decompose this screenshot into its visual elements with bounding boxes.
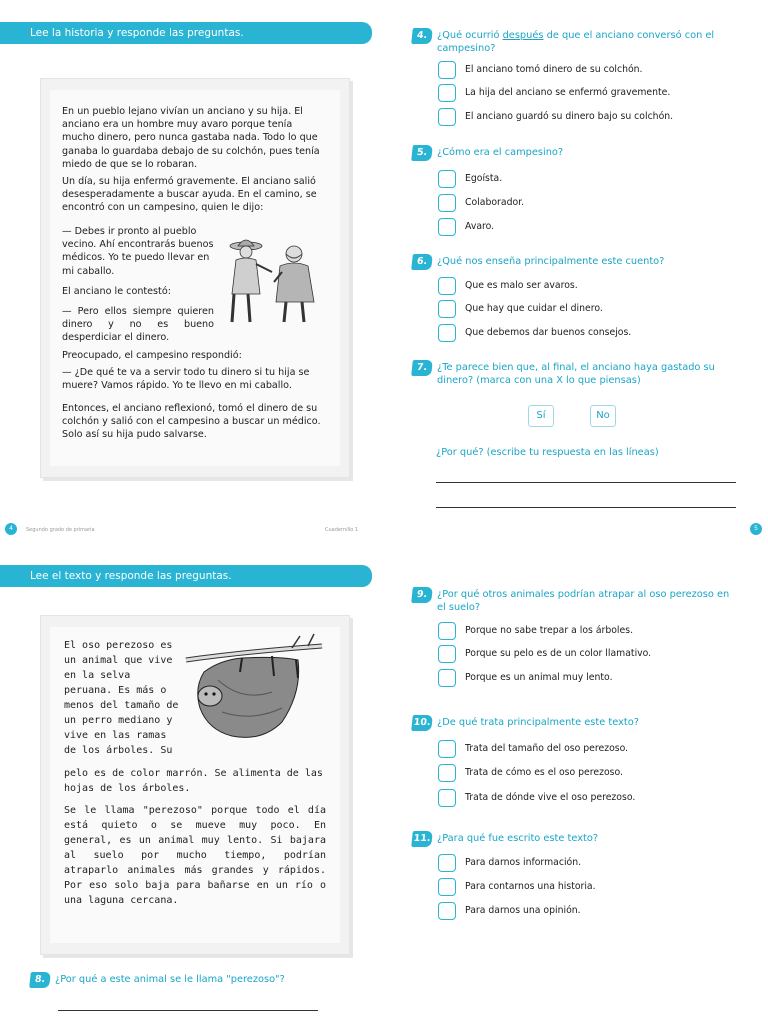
- option-label: Porque no sabe trepar a los árboles.: [465, 625, 634, 636]
- question-text: ¿Qué ocurrió después de que el anciano conversó con el campesino?: [437, 30, 715, 54]
- sloth-text-1: El oso perezoso es un animal que vive en la selva peruana. Es más o menos del tamaño de un perro mediano y vive en las ramas de los árboles. Su: [64, 640, 179, 756]
- question-text: ¿De qué trata principalmente este texto?: [437, 717, 639, 728]
- story-text: Un día, su hija enfermó gravemente. El anciano salió desesperadamente a buscar ayuda. En el camino, se encontró con un campesino, quien le dijo:: [62, 176, 317, 214]
- option-label: Para contarnos una historia.: [465, 881, 596, 892]
- story-ending: Entonces, el anciano reflexionó, tomó el dinero de su colchón y salió con el campesino a buscar un médico. Solo así su hija pudo salvarse.: [62, 403, 321, 441]
- question-number: 8.: [29, 972, 51, 988]
- option-label: Avaro.: [465, 221, 495, 232]
- story-text: En un pueblo lejano vivían un anciano y su hija. El anciano era un hombre muy avaro porque tenía mucho dinero, pero nunca gastaba nada. Todo lo que ganaba lo guardaba debajo de su colchón, pues tenía miedo de que se lo robaran.: [62, 106, 320, 170]
- page-number-left: 4: [5, 523, 17, 535]
- option-label: Porque su pelo es de un color llamativo.: [465, 648, 652, 659]
- option-label: Que debemos dar buenos consejos.: [465, 327, 632, 338]
- checkbox[interactable]: [438, 300, 456, 318]
- option-label: Egoísta.: [465, 173, 503, 184]
- question-text: ¿Por qué a este animal se le llama "perezoso"?: [55, 974, 285, 985]
- checkbox[interactable]: [438, 218, 456, 236]
- checkbox[interactable]: [438, 170, 456, 188]
- option-label: Colaborador.: [465, 197, 525, 208]
- question-text: ¿Qué nos enseña principalmente este cuento?: [437, 256, 665, 267]
- answer-line-8[interactable]: [58, 1010, 318, 1011]
- story-text: El anciano le contestó:: [62, 286, 171, 297]
- checkbox[interactable]: [438, 622, 456, 640]
- option-label: Que hay que cuidar el dinero.: [465, 303, 603, 314]
- question-number: 9.: [411, 587, 433, 603]
- story-dialogue-1: — Debes ir pronto al pueblo vecino. Ahí encontrarás buenos médicos. Yo te puedo llevar en mi caballo.: [62, 226, 214, 277]
- checkbox[interactable]: [438, 108, 456, 126]
- checkbox[interactable]: [438, 764, 456, 782]
- page-number-right: 5: [750, 523, 762, 535]
- checkbox[interactable]: [438, 669, 456, 687]
- checkbox[interactable]: [438, 277, 456, 295]
- sloth-text-3: Se le llama "perezoso" porque todo el día está quieto o se mueve muy poco. En general, es un animal muy lento. Si bajara al suelo por mucho tiempo, podrían atraparlo animales más grandes y rápidos. Por eso solo baja para bañarse en un río o una laguna cercana.: [64, 805, 326, 906]
- question-number: 5.: [411, 145, 433, 161]
- footer-grade: Segundo grado de primaria: [26, 527, 95, 533]
- sloth-illustration: [182, 632, 332, 752]
- option-label: Para darnos información.: [465, 857, 582, 868]
- option-label: Para darnos una opinión.: [465, 905, 581, 916]
- story-dialogue-3: — ¿De qué te va a servir todo tu dinero si tu hija se muere? Vamos rápido. Yo te llevo en mi caballo.: [62, 367, 310, 392]
- question-number: 4.: [411, 28, 433, 44]
- instructions-banner-2: Lee el texto y responde las preguntas.: [0, 565, 372, 587]
- checkbox[interactable]: [438, 854, 456, 872]
- checkbox[interactable]: [438, 194, 456, 212]
- question-text: ¿Cómo era el campesino?: [437, 147, 564, 158]
- checkbox[interactable]: [438, 902, 456, 920]
- old-man-and-farmer-illustration: [218, 232, 322, 324]
- option-label: Trata de dónde vive el oso perezoso.: [465, 792, 636, 803]
- question-text: ¿Por qué otros animales podrían atrapar al oso perezoso en el suelo?: [437, 589, 730, 613]
- story-dialogue-2: — Pero ellos siempre quieren dinero y no es bueno desperdiciar el dinero.: [62, 306, 214, 344]
- question-text: ¿Para qué fue escrito este texto?: [437, 833, 599, 844]
- answer-line-2[interactable]: [436, 507, 736, 508]
- option-label: El anciano guardó su dinero bajo su colchón.: [465, 111, 674, 122]
- story-text: Preocupado, el campesino respondió:: [62, 350, 242, 361]
- checkbox[interactable]: [438, 61, 456, 79]
- option-label: Que es malo ser avaros.: [465, 280, 578, 291]
- option-label: Porque es un animal muy lento.: [465, 672, 613, 683]
- checkbox[interactable]: [438, 878, 456, 896]
- question-number: 10.: [411, 715, 433, 731]
- checkbox[interactable]: [438, 324, 456, 342]
- yes-option[interactable]: Sí: [528, 405, 554, 427]
- checkbox[interactable]: [438, 84, 456, 102]
- footer-booklet: Cuadernillo 1: [325, 527, 359, 533]
- why-prompt: ¿Por qué? (escribe tu respuesta en las líneas): [436, 447, 659, 458]
- story-paragraph-1: [62, 105, 324, 215]
- checkbox[interactable]: [438, 645, 456, 663]
- option-label: Trata de cómo es el oso perezoso.: [465, 767, 624, 778]
- option-label: El anciano tomó dinero de su colchón.: [465, 64, 643, 75]
- option-label: Trata del tamaño del oso perezoso.: [465, 743, 629, 754]
- no-option[interactable]: No: [590, 405, 616, 427]
- checkbox[interactable]: [438, 789, 456, 807]
- option-label: La hija del anciano se enfermó gravemente.: [465, 87, 671, 98]
- question-number: 6.: [411, 254, 433, 270]
- question-number: 7.: [411, 360, 433, 376]
- sloth-text-2: pelo es de color marrón. Se alimenta de las hojas de los árboles.: [64, 768, 323, 794]
- checkbox[interactable]: [438, 740, 456, 758]
- instructions-banner-1: Lee la historia y responde las preguntas.: [0, 22, 372, 44]
- question-number: 11.: [411, 831, 433, 847]
- answer-line-1[interactable]: [436, 482, 736, 483]
- question-text: ¿Te parece bien que, al final, el anciano haya gastado su dinero? (marca con una X lo que piensas): [437, 362, 715, 386]
